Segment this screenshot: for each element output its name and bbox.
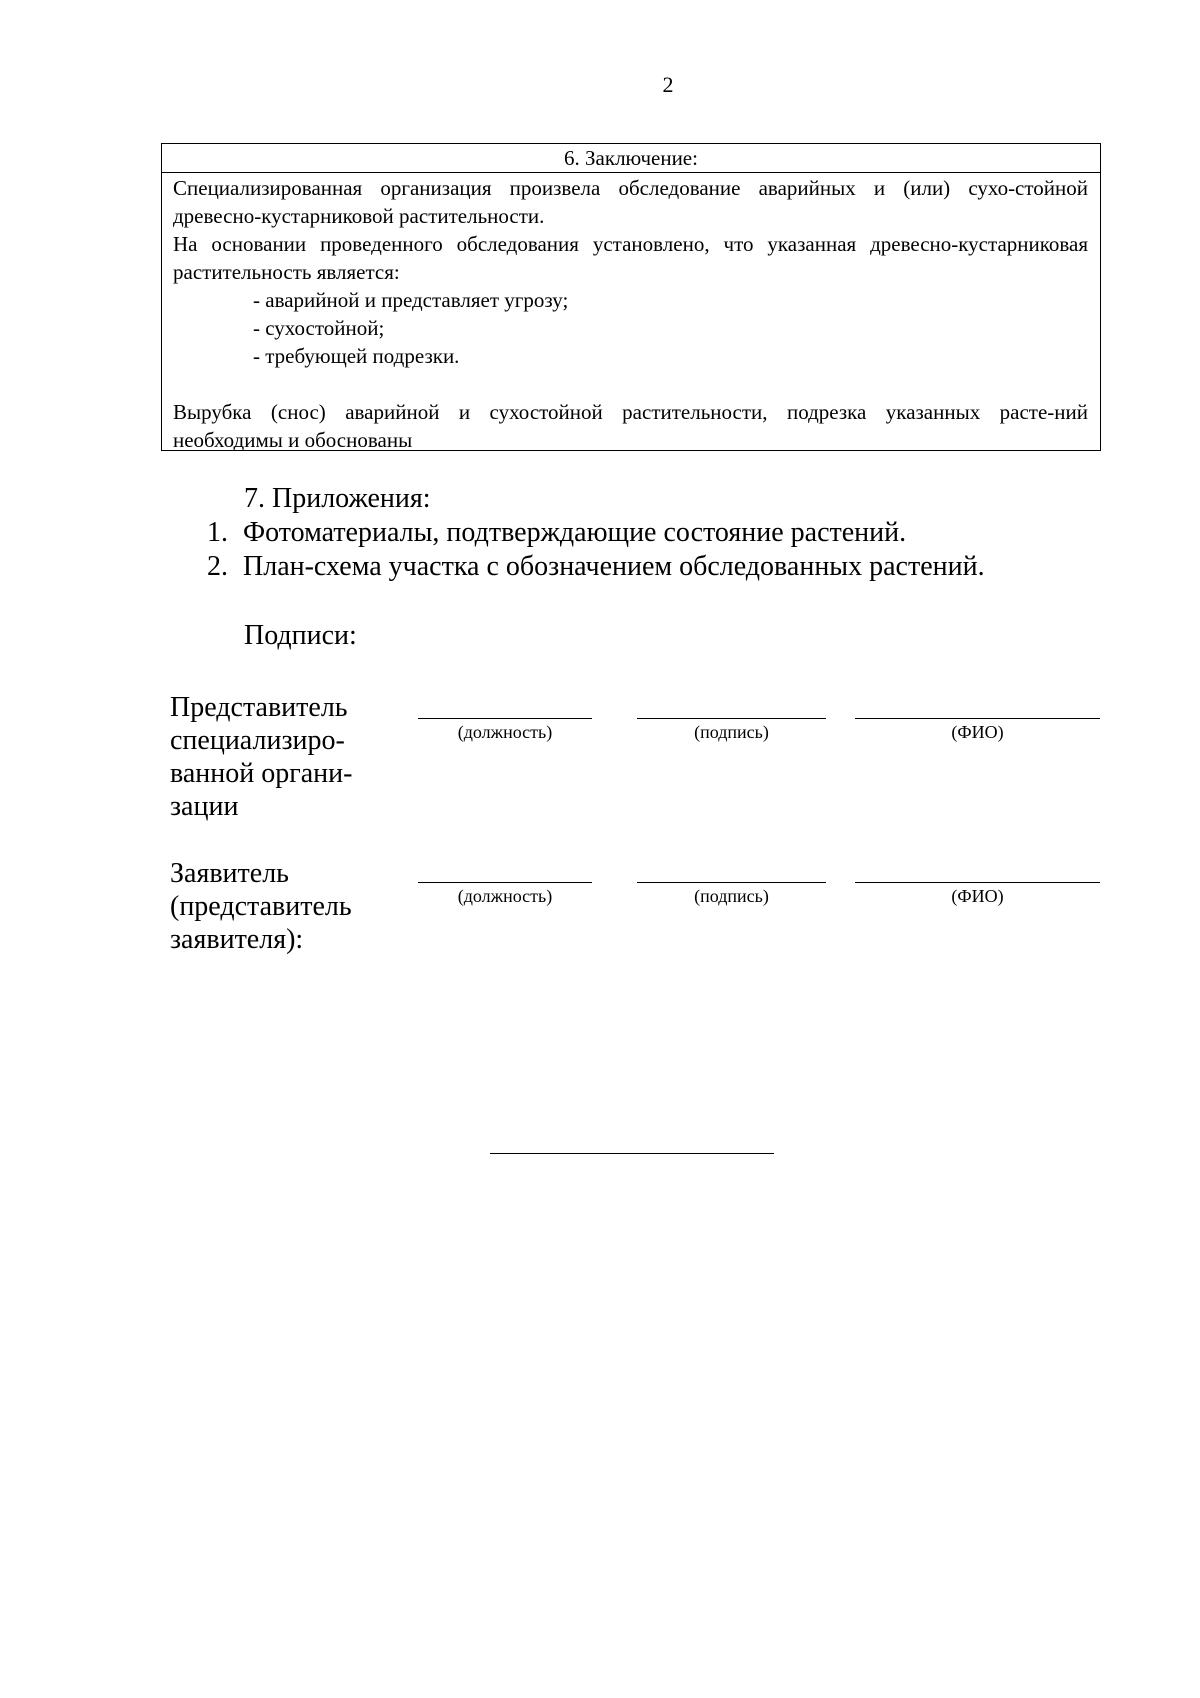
appendix-text: Фотоматериалы, подтверждающие состояние растений. [243,517,907,548]
conclusion-box [161,143,1101,451]
signature-field[interactable] [637,718,826,743]
conclusion-body [162,173,1100,454]
position-line [418,718,592,719]
conclusion-title: 6. Заключение: [162,144,1100,173]
appendix-item [207,550,985,584]
conclusion-status-item: - аварийной и представляет угрозу; [253,288,569,312]
appendices-heading: 7. Приложения: [244,483,431,514]
spacer [173,370,1088,398]
signature-line [637,882,826,883]
full-name-line [855,718,1100,719]
full-name-field[interactable] [855,718,1100,743]
signature-field[interactable] [637,882,826,907]
conclusion-status-item: - сухостойной; [253,316,385,340]
footer-divider [490,1153,774,1154]
page-number: 2 [662,72,674,97]
signatures-heading: Подписи: [244,620,357,651]
signature-label: Представитель специализиро-ванной органи-зации [170,692,353,822]
position-field[interactable] [418,718,592,743]
appendix-item [207,516,985,550]
signature-caption: (подпись) [694,886,769,906]
conclusion-status-list [173,286,1088,370]
signature-label: Заявитель (представитель заявителя): [170,858,352,955]
appendix-text: План-схема участка с обозначением обследованных растений. [243,551,985,582]
conclusion-paragraph-3: Вырубка (снос) аварийной и сухостойной растительности, подрезка указанных расте-ний необходимы и обоснованы [173,400,1088,452]
appendix-number: 1. [207,517,228,548]
full-name-caption: (ФИО) [951,722,1004,742]
conclusion-paragraph-1: Специализированная организация произвела обследование аварийных и (или) сухо-стойной древесно-кустарниковой растительности. [173,176,1088,228]
position-field[interactable] [418,882,592,907]
position-line [418,882,592,883]
conclusion-paragraph-2: На основании проведенного обследования установлено, что указанная древесно-кустарниковая растительность является: [173,232,1088,284]
position-caption: (должность) [457,722,553,742]
conclusion-status-item: - требующей подрезки. [253,344,460,368]
signature-caption: (подпись) [694,722,769,742]
position-caption: (должность) [457,886,553,906]
appendix-number: 2. [207,551,228,582]
full-name-line [855,882,1100,883]
appendices-list [207,516,985,584]
full-name-caption: (ФИО) [951,886,1004,906]
full-name-field[interactable] [855,882,1100,907]
signature-line [637,718,826,719]
